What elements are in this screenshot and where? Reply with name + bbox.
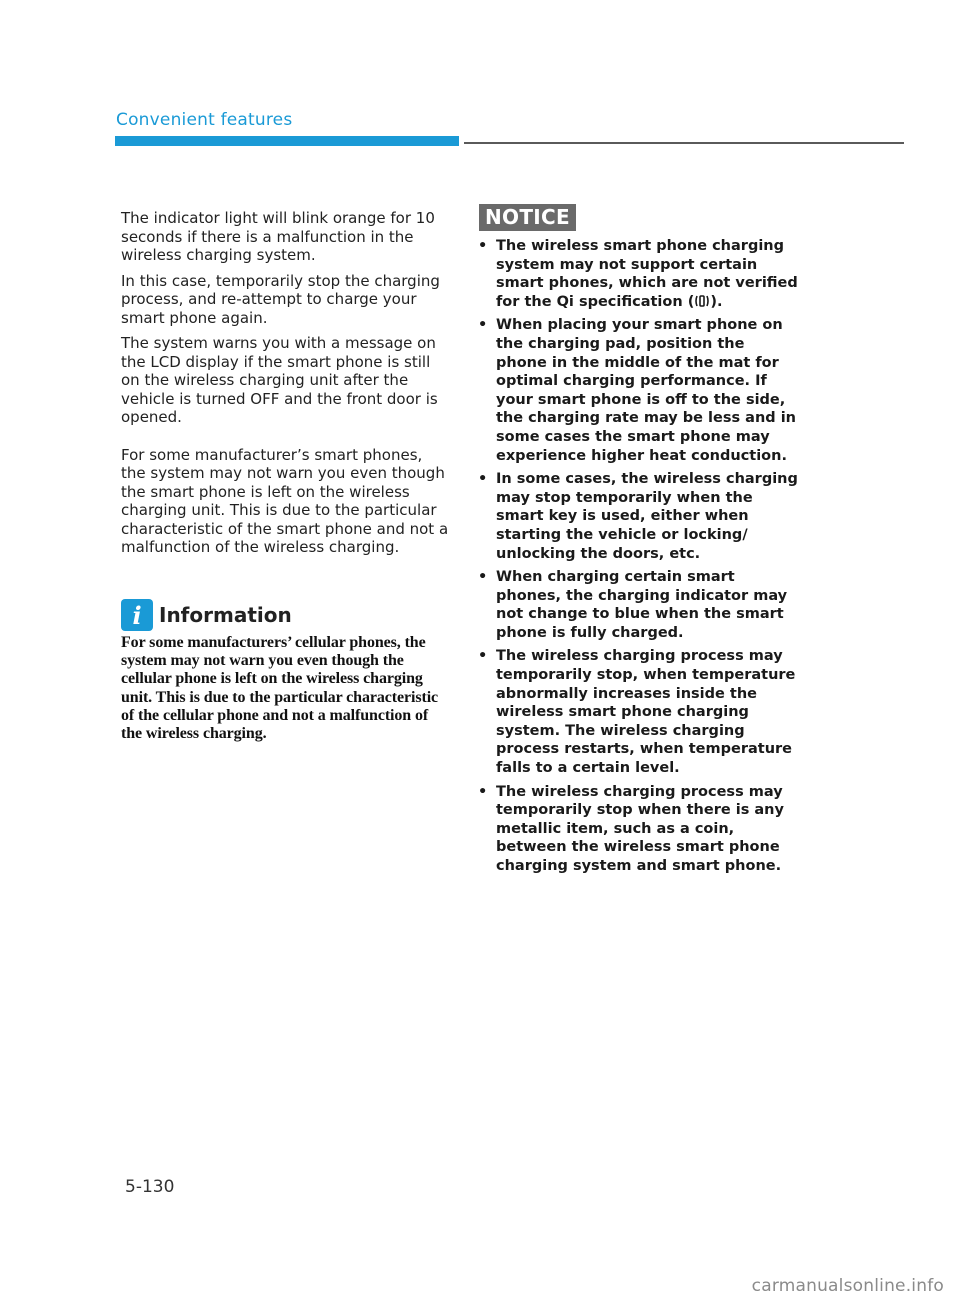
header-rule-accent	[115, 136, 459, 146]
info-icon: i	[121, 599, 153, 631]
bullet: •	[478, 317, 488, 334]
list-item	[478, 568, 800, 642]
bullet: •	[478, 783, 488, 800]
bullet: •	[478, 471, 488, 488]
bullet: •	[478, 648, 488, 665]
information-title: Information	[159, 603, 292, 627]
notice-text: The wireless smart phone charging system may not support certain smart phones, which are not verified for the Qi specification (	[496, 238, 798, 310]
paragraph: The system warns you with a message on the LCD display if the smart phone is still on the wireless charging unit after the vehicle is turned OFF and the front door is opened.	[121, 334, 438, 426]
information-body: For some manufacturers’ cellular phones, the system may not warn you even though the cellular phone is left on the wireless charging unit. This is due to the particular characteristic of the cellular phone and not a malfunction of the wireless charging.	[121, 634, 439, 743]
list-item	[478, 647, 800, 777]
notice-text-suffix: ).	[710, 293, 723, 310]
header-rule	[464, 142, 904, 144]
watermark[interactable]: carmanualsonline.info	[751, 1276, 944, 1296]
section-title: Convenient features	[116, 110, 293, 130]
bullet: •	[478, 238, 488, 254]
list-item	[478, 783, 800, 876]
paragraph: In this case, temporarily stop the charging process, and re-attempt to charge your smart phone again.	[121, 271, 440, 327]
notice-text: When charging certain smart phones, the charging indicator may not change to blue when the smart phone is fully charged.	[496, 569, 788, 641]
bullet: •	[478, 569, 488, 586]
list-item	[478, 237, 800, 311]
left-column	[121, 209, 451, 564]
notice-list	[478, 237, 800, 881]
information-header	[121, 599, 292, 631]
qi-icon	[694, 294, 710, 310]
notice-text: The wireless charging process may temporarily stop when there is any metallic item, such as a coin, between the wireless smart phone charging system and smart phone.	[496, 783, 784, 874]
notice-text: In some cases, the wireless charging may stop temporarily when the smart key is used, either when starting the vehicle or locking/ unlocking the doors, etc.	[496, 471, 798, 562]
list-item	[478, 470, 800, 563]
notice-text: When placing your smart phone on the charging pad, position the phone in the middle of the mat for optimal charging performance. If your smart phone is off to the side, the charging rate may be less and in some cases the smart phone may experience higher heat conduction.	[496, 317, 796, 464]
notice-text: The wireless charging process may temporarily stop, when temperature abnormally increases inside the wireless smart phone charging system. The wireless charging process restarts, when temperature falls to a certain level.	[496, 648, 796, 777]
page-number: 5-130	[125, 1177, 175, 1197]
list-item	[478, 316, 800, 465]
paragraph: The indicator light will blink orange for 10 seconds if there is a malfunction in the wireless charging system.	[121, 209, 435, 264]
paragraph: For some manufacturer’s smart phones, the system may not warn you even though the smart phone is left on the wireless charging unit. This is due to the particular characteristic of the smart phone and not a malfunction of the wireless charging.	[121, 445, 449, 556]
notice-badge: NOTICE	[479, 204, 576, 231]
